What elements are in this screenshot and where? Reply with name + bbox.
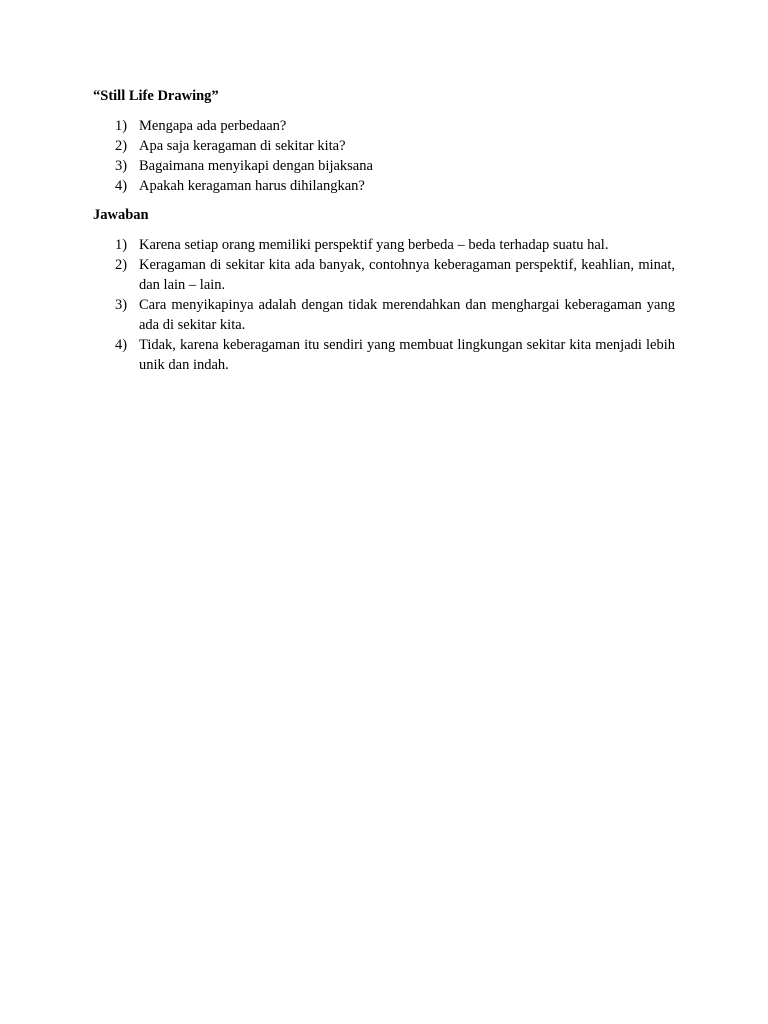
answer-text: Tidak, karena keberagaman itu sendiri yang membuat lingkungan sekitar kita menjadi lebih unik dan indah. (139, 337, 675, 373)
answer-item (93, 255, 675, 295)
answer-item (93, 295, 675, 335)
answer-list (93, 235, 675, 375)
answer-item (93, 235, 675, 255)
question-number: 2) (115, 138, 128, 154)
answer-number: 2) (115, 257, 128, 273)
question-text: Apakah keragaman harus dihilangkan? (139, 178, 365, 194)
question-list (93, 116, 675, 196)
answer-text: Keragaman di sekitar kita ada banyak, contohnya keberagaman perspektif, keahlian, minat, dan lain – lain. (139, 257, 675, 293)
answer-number: 3) (115, 297, 128, 313)
answer-number: 1) (115, 237, 128, 253)
document-title: “Still Life Drawing” (93, 88, 219, 104)
answers-heading: Jawaban (93, 207, 149, 223)
question-text: Apa saja keragaman di sekitar kita? (139, 138, 346, 154)
question-number: 4) (115, 178, 128, 194)
question-item (93, 156, 675, 176)
answer-number: 4) (115, 337, 128, 353)
question-text: Bagaimana menyikapi dengan bijaksana (139, 158, 373, 174)
answer-item (93, 335, 675, 375)
document-page (93, 86, 675, 375)
question-number: 1) (115, 118, 128, 134)
question-item (93, 176, 675, 196)
question-number: 3) (115, 158, 128, 174)
answer-text: Karena setiap orang memiliki perspektif yang berbeda – beda terhadap suatu hal. (139, 237, 609, 253)
question-text: Mengapa ada perbedaan? (139, 118, 287, 134)
question-item (93, 136, 675, 156)
question-item (93, 116, 675, 136)
answer-text: Cara menyikapinya adalah dengan tidak merendahkan dan menghargai keberagaman yang ada di sekitar kita. (139, 297, 675, 333)
